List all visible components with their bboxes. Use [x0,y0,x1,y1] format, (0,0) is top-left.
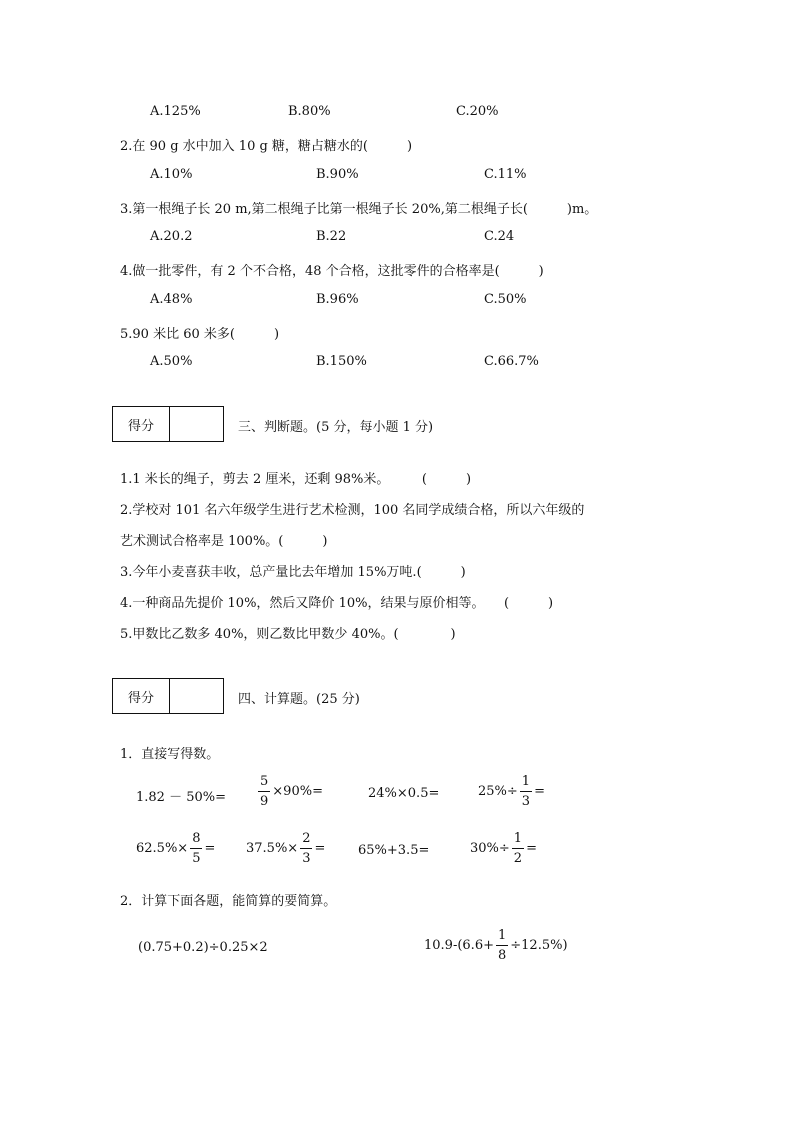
score-label: 得分 [113,407,170,441]
expr-tail: ÷12.5%) [510,938,568,953]
q2-option-c: C.11% [484,167,527,182]
calc-2-1 [136,832,215,865]
calc-expr-2 [424,929,568,962]
numerator: 2 [300,832,312,849]
expr-tail: = [314,841,326,856]
denominator: 9 [260,794,269,809]
expr-head: 25%÷ [478,784,518,799]
calc-2-4 [470,832,537,865]
expr-head: 10.9-(6.6+ [424,938,494,953]
section3-title: 三、判断题。(5 分，每小题 1 分) [238,420,434,435]
calc-1-4 [478,775,545,808]
q5-option-a: A.50% [150,354,193,369]
judge-item-2-cont: 艺术测试合格率是 100%。( ) [120,534,328,549]
numerator: 1 [520,775,532,792]
calc-sub1-heading: 1．直接写得数。 [120,747,220,762]
judge-item-2: 2.学校对 101 名六年级学生进行艺术检测，100 名同学成绩合格，所以六年级的 [120,503,585,518]
q5-option-c: C.66.7% [484,354,539,369]
numerator: 8 [190,832,202,849]
calc-expr-1: (0.75+0.2)÷0.25×2 [138,940,268,955]
judge-item-3: 3.今年小麦喜获丰收，总产量比去年增加 15%万吨.( ) [120,565,466,580]
fraction [190,832,202,865]
calc-2-3: 65%+3.5= [358,843,430,858]
denominator: 8 [497,948,507,963]
q1-option-a: A.125% [150,104,201,119]
calc-2-2 [246,832,325,865]
score-blank[interactable] [170,679,223,713]
expr-head: 62.5%× [136,841,189,856]
calc-1-1: 1.82 － 50%= [136,790,226,805]
expr-tail: = [204,841,216,856]
q3-option-a: A.20.2 [150,229,193,244]
q3-option-b: B.22 [316,229,347,244]
calc-sub2-heading: 2．计算下面各题，能简算的要简算。 [120,894,337,909]
calc-1-2 [256,775,323,808]
fraction [258,775,270,808]
q5-option-b: B.150% [316,354,367,369]
denominator: 2 [513,851,523,866]
fraction [512,832,524,865]
fraction [300,832,312,865]
q3-option-c: C.24 [484,229,515,244]
denominator: 5 [192,851,201,866]
q2-option-b: B.90% [316,167,359,182]
numerator: 5 [258,775,270,792]
q1-option-c: C.20% [456,104,499,119]
expr-tail: = [526,841,537,856]
fraction [520,775,532,808]
q1-option-b: B.80% [288,104,331,119]
expr-tail: ×90%= [272,784,323,799]
q4-option-a: A.48% [150,292,193,307]
judge-item-4: 4.一种商品先提价 10%，然后又降价 10%，结果与原价相等。 ( ) [120,596,554,611]
denominator: 3 [521,794,531,809]
section4-title: 四、计算题。(25 分) [238,692,360,707]
score-box-section4 [112,678,224,714]
numerator: 1 [496,929,508,946]
q4-stem: 4.做一批零件，有 2 个不合格，48 个合格，这批零件的合格率是( ) [120,264,544,279]
q4-option-c: C.50% [484,292,527,307]
q4-option-b: B.96% [316,292,359,307]
q2-stem: 2.在 90 g 水中加入 10 g 糖，糖占糖水的( ) [120,139,413,154]
q5-stem: 5.90 米比 60 米多( ) [120,327,280,342]
judge-item-5: 5.甲数比乙数多 40%，则乙数比甲数少 40%。( ) [120,627,456,642]
judge-item-1: 1.1 米长的绳子，剪去 2 厘米，还剩 98%米。 ( ) [120,472,472,487]
q2-option-a: A.10% [150,167,193,182]
score-blank[interactable] [170,407,223,441]
calc-1-3: 24%×0.5= [368,786,440,801]
q3-stem: 3.第一根绳子长 20 m,第二根绳子比第一根绳子长 20%,第二根绳子长( )m。 [120,202,598,217]
fraction [496,929,508,962]
denominator: 3 [302,851,311,866]
expr-head: 30%÷ [470,841,510,856]
expr-tail: = [534,784,545,799]
score-label: 得分 [113,679,170,713]
numerator: 1 [512,832,524,849]
expr-head: 37.5%× [246,841,299,856]
score-box-section3 [112,406,224,442]
